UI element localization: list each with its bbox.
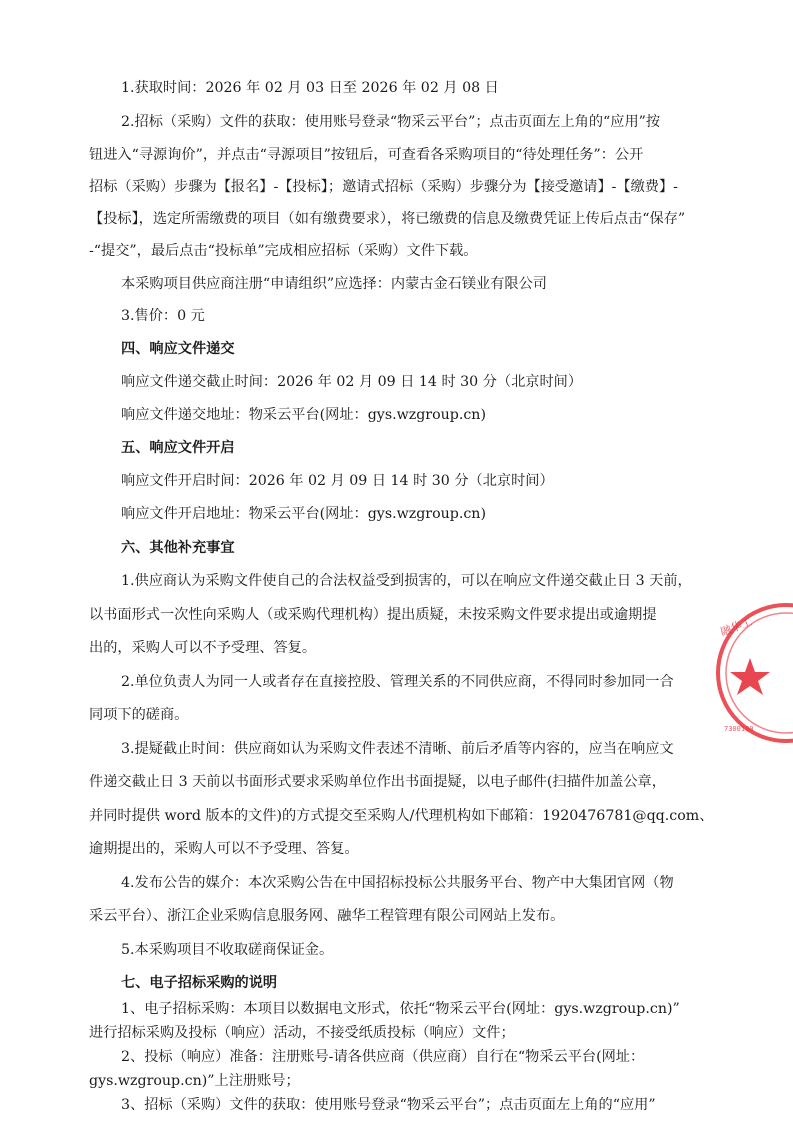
text-line: 同项下的磋商。	[89, 707, 189, 723]
text-line: 1、电子招标采购：本项目以数据电文形式，依托“物采云平台(网址：gys.wzgroup.cn)”	[121, 1001, 680, 1017]
text-line: 2、投标（响应）准备：注册账号-请各供应商（供应商）自行在“物采云平台(网址：	[121, 1049, 645, 1065]
text-line: 【投标】，选定所需缴费的项目（如有缴费要求），将已缴费的信息及缴费凭证上传后点击“保存”	[89, 211, 686, 227]
svg-text:融华工: 融华工	[718, 615, 755, 639]
text-line: 3、招标（采购）文件的获取：使用账号登录“物采云平台”；点击页面左上角的“应用”	[121, 1097, 656, 1113]
section-heading: 六、其他补充事宜	[121, 540, 235, 556]
text-line: 2.招标（采购）文件的获取：使用账号登录“物采云平台”；点击页面左上角的“应用”按	[121, 114, 661, 130]
text-line: 1.获取时间：2026 年 02 月 03 日至 2026 年 02 月 08 日	[121, 80, 499, 96]
text-line: 本采购项目供应商注册“申请组织”应选择：内蒙古金石镁业有限公司	[121, 276, 547, 292]
seal-star-icon	[730, 658, 770, 695]
text-line: 3.提疑截止时间：供应商如认为采购文件表述不清晰、前后矛盾等内容的，应当在响应文	[121, 741, 674, 757]
text-line: 5.本采购项目不收取磋商保证金。	[121, 942, 334, 958]
text-line: 钮进入“寻源询价”，并点击“寻源项目”按钮后，可查看各采购项目的“待处理任务”：公开	[89, 147, 644, 163]
text-line: 采云平台）、浙江企业采购信息服务网、融华工程管理有限公司网站上发布。	[89, 908, 565, 924]
text-line: gys.wzgroup.cn)”上注册账号；	[89, 1073, 300, 1089]
text-line: 出的，采购人可以不予受理、答复。	[89, 640, 317, 656]
text-line: 1.供应商认为采购文件使自己的合法权益受到损害的，可以在响应文件递交截止日 3 天前，	[121, 573, 692, 589]
text-line: -“提交”，最后点击“投标单”完成相应招标（采购）文件下载。	[89, 243, 478, 259]
text-line: 3.售价：0 元	[121, 308, 205, 324]
text-line: 4.发布公告的媒介：本次采购公告在中国招标投标公共服务平台、物产中大集团官网（物	[121, 875, 674, 891]
section-heading: 七、电子招标采购的说明	[121, 975, 278, 991]
text-line: 响应文件递交地址：物采云平台(网址：gys.wzgroup.cn)	[121, 407, 486, 423]
text-line: 逾期提出的，采购人可以不予受理、答复。	[89, 841, 359, 857]
text-line: 2.单位负责人为同一人或者存在直接控股、管理关系的不同供应商，不得同时参加同一合	[121, 674, 674, 690]
section-heading: 五、响应文件开启	[121, 440, 235, 456]
text-line: 件递交截止日 3 天前以书面形式要求采购单位作出书面提疑，以电子邮件(扫描件加盖公章，	[89, 774, 666, 790]
text-line: 并同时提供 word 版本的文件)的方式提交至采购人/代理机构如下邮箱：1920476781@qq.com、	[89, 808, 714, 824]
text-line: 响应文件开启时间：2026 年 02 月 09 日 14 时 30 分（北京时间）	[121, 473, 554, 489]
text-line: 招标（采购）步骤为【报名】-【投标】；邀请式招标（采购）步骤分为【接受邀请】-【缴费】-	[89, 179, 678, 195]
text-line: 进行招标采购及投标（响应）活动，不接受纸质投标（响应）文件；	[89, 1025, 515, 1041]
section-heading: 四、响应文件递交	[121, 341, 235, 357]
text-line: 响应文件递交截止时间：2026 年 02 月 09 日 14 时 30 分（北京时间）	[121, 374, 583, 390]
text-line: 以书面形式一次性向采购人（或采购代理机构）提出质疑，未按采购文件要求提出或逾期提	[89, 607, 657, 623]
text-line: 响应文件开启地址：物采云平台(网址：gys.wzgroup.cn)	[121, 506, 486, 522]
svg-text:7300100: 7300100	[724, 725, 754, 733]
company-seal	[708, 598, 793, 748]
